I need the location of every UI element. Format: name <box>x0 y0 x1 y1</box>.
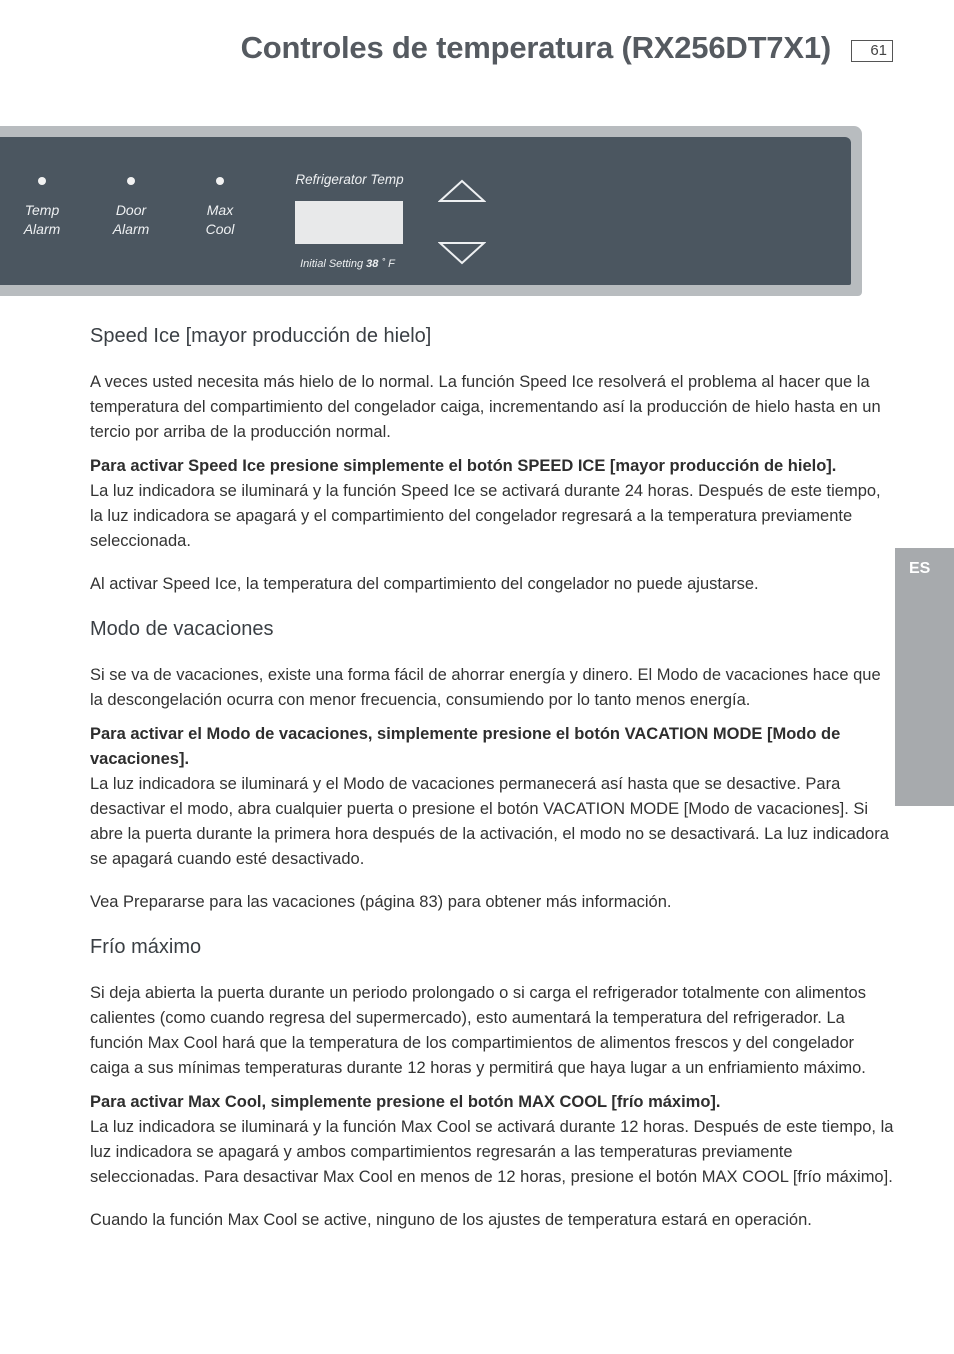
page-title: Controles de temperatura (RX256DT7X1) <box>240 30 831 65</box>
indicator-light-icon <box>38 177 46 185</box>
paragraph: Al activar Speed Ice, la temperatura del compartimiento del congelador no puede ajustarse. <box>90 575 759 593</box>
triangle-up-icon[interactable] <box>438 178 486 204</box>
language-tab-label: ES <box>909 560 931 577</box>
indicator-light-icon <box>216 177 224 185</box>
paragraph: A veces usted necesita más hielo de lo normal. La función Speed Ice resolverá el problema al hacer que la temperatura del compartimiento del congelador caiga, incrementando así la producción de hielo hasta en un tercio por arriba de la producción normal. <box>90 373 881 441</box>
triangle-down-icon[interactable] <box>438 240 486 266</box>
paragraph: Si se va de vacaciones, existe una forma fácil de ahorrar energía y dinero. El Modo de vacaciones hace que la descongelación ocurra con menor frecuencia, consumiendo por lo tanto menos energía. <box>90 666 881 709</box>
paragraph: La luz indicadora se iluminará y la función Max Cool se activará durante 12 horas. Después de este tiempo, la luz indicadora se apagará y ambos compartimientos regresarán a las temperaturas previamente seleccionadas. Para desactivar Max Cool en menos de 12 horas, presione el botón MAX COOL [frío máximo]. <box>90 1118 894 1186</box>
temp-alarm-indicator[interactable] <box>7 177 77 239</box>
section-heading-max-cool: Frío máximo <box>90 936 202 958</box>
max-cool-label: Max Cool <box>205 202 235 237</box>
paragraph: Cuando la función Max Cool se active, ninguno de los ajustes de temperatura estará en operación. <box>90 1211 812 1229</box>
instruction-bold: Para activar el Modo de vacaciones, simplemente presione el botón VACATION MODE [Modo de vacaciones]. <box>90 725 841 768</box>
door-alarm-indicator[interactable] <box>96 177 166 239</box>
main-content <box>90 322 898 1242</box>
max-cool-indicator[interactable] <box>185 177 255 239</box>
temperature-display <box>295 201 403 244</box>
temp-alarm-label: Temp Alarm <box>23 202 61 237</box>
instruction-bold: Para activar Speed Ice presione simplemente el botón SPEED ICE [mayor producción de hielo]. <box>90 457 837 475</box>
initial-setting-label: Initial Setting 38 ˚ F <box>300 258 395 270</box>
paragraph: La luz indicadora se iluminará y la función Speed Ice se activará durante 24 horas. Después de este tiempo, la luz indicadora se apagará y el compartimiento del congelador regresará a la temperatura previamente seleccionada. <box>90 482 881 550</box>
section-heading-vacation: Modo de vacaciones <box>90 618 274 640</box>
refrigerator-temp-label: Refrigerator Temp <box>295 172 404 187</box>
indicator-light-icon <box>127 177 135 185</box>
paragraph: La luz indicadora se iluminará y el Modo de vacaciones permanecerá así hasta que se desactive. Para desactivar el modo, abra cualquier puerta o presione el botón VACATION MODE [Modo de vacaciones]. Si abre la puerta durante la primera hora después de la activación, el modo no se desactivará. La luz indicadora se apagará cuando esté desactivado. <box>90 775 889 868</box>
instruction-bold: Para activar Max Cool, simplemente presione el botón MAX COOL [frío máximo]. <box>90 1093 721 1111</box>
paragraph: Si deja abierta la puerta durante un periodo prolongado o si carga el refrigerador totalmente con alimentos calientes (como cuando regresa del supermercado), esto aumentará la temperatura del refrigerador. La función Max Cool hará que la temperatura de los compartimientos de alimentos frescos y del congelador caiga a sus mínimas temperaturas durante 12 horas y permitirá que haya lugar a un enfriamiento máximo. <box>90 984 866 1077</box>
section-heading-speed-ice: Speed Ice [mayor producción de hielo] <box>90 325 432 347</box>
page-number: 61 <box>851 40 893 62</box>
paragraph: Vea Prepararse para las vacaciones (página 83) para obtener más información. <box>90 893 672 911</box>
language-tab <box>895 548 954 806</box>
door-alarm-label: Door Alarm <box>112 202 150 237</box>
